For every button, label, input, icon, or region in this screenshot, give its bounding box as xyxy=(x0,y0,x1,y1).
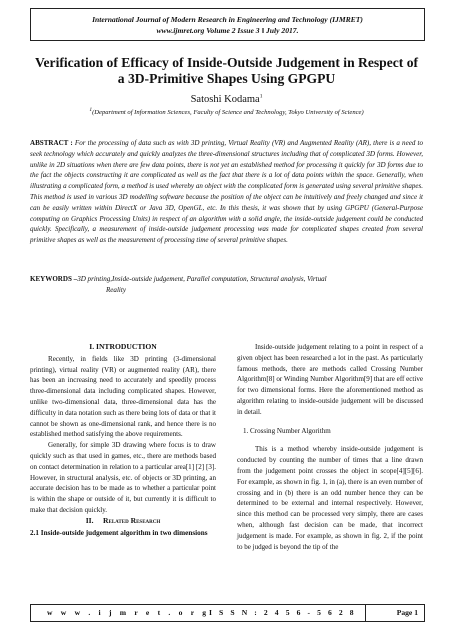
spacer xyxy=(237,418,423,426)
section-related-research-number: II. xyxy=(85,515,94,525)
related-paragraph-1: Inside-outside judgement relating to a point in respect of a given object has been researched a lot in the past. As particularly famous methods, there are methods called Crossing Number Algorithm[8] or Winding Number Algorithm[9] that are eff ective for two dimensional forms. Here the aforementioned method as algorithm relating to inside-outside judgement will be discussed in detail. xyxy=(237,343,423,416)
journal-header xyxy=(30,8,425,41)
affiliation-text: (Department of Information Sciences, Faculty of Science and Technology, Tokyo University of Science) xyxy=(92,109,364,116)
author xyxy=(0,94,453,106)
paper-title xyxy=(34,55,419,87)
abstract-text: For the processing of data such as with 3D printing, Virtual Reality (VR) and Augmented Reality (AR), there is a need to seek technology which accurately and quickly analyzes the three-dimensional structures including that of complicated 3D forms. However, unlike in 2D situations when there are few data points, there is not yet an established method for processing it quickly for 3D forms due to the fact the objects constructing it are complicated as well as the fact that there is a lot of data points within the space. Generally, when illustrating a complicated form, a method is used whereby an object with the complicated form is generated using several primitive shapes. This method is used in various 3D modelling software because the position of the object can be intuitively and freely changed and since it can be easily written within DirectX or Java 3D, OpenGL, etc. In this thesis, it was shown that by using GPGPU (General-Purpose computing on Graphics Processing Units) in respect of an algorithm with a solid angle, the inside-outside judgement could be conducted quickly. Specifically, a measurement of inside-outside judgement processing was made for complicated shapes created from several primitive shapes as well as the measurement of processing time of several primitive shapes. xyxy=(30,139,423,245)
journal-name: International Journal of Modern Research in Engineering and Technology (IJMRET) xyxy=(92,15,363,24)
section-related-research-heading xyxy=(30,516,216,527)
abstract xyxy=(30,138,423,246)
section-related-research-title: Related Research xyxy=(103,515,161,525)
keywords-label: KEYWORDS – xyxy=(30,275,78,283)
paper-title-line1: Verification of Efficacy of Inside-Outside Judgement in Respect of xyxy=(34,55,419,70)
left-column xyxy=(30,342,216,538)
keywords-text: 3D printing,Inside-outside judgement, Parallel computation, Structural analysis, Virtual xyxy=(77,275,327,283)
right-column xyxy=(237,342,423,552)
author-sup: 1 xyxy=(259,93,263,100)
intro-paragraph-1: Recently, in fields like 3D printing (3-dimensional printing), virtual reality (VR) or augmented reality (AR), there has been an increasing need to accurately and speedily process three-dimensional data including complicated shapes. However, unlike two-dimensional data, three-dimensional data has the difficulty in data notation such as there being lots of data or that it cannot be shown as one-dimensional rank, and hence there is no established method satisfying the above requirements. xyxy=(30,354,216,439)
crossing-number-paragraph: This is a method whereby inside-outside judgement is conducted by counting the number of times that a line drawn from the judgement point crosses the object in scope[4][5][6]. For example, as shown in fig. 1, in (a), there is an even number of crossing and in (b) there is an odd number hence they can be determined to be external and internal respectively. However, since this method can be processed very simply, there are cases when, although fast decision can be made, that incorrect judgement is made. For example, as shown in fig. 2, if the point to be judged is beyond the tip of the xyxy=(237,445,423,551)
footer-url: w w w . i j m r e t . o r g xyxy=(47,608,210,617)
subsection-2-1-heading: 2.1 Inside-outside judgement algorithm in two dimensions xyxy=(30,528,208,537)
page-footer xyxy=(30,604,425,622)
abstract-label: ABSTRACT : xyxy=(30,139,73,147)
affiliation-sup: 1 xyxy=(89,106,93,113)
footer-page-number: Page 1 xyxy=(396,608,418,617)
affiliation xyxy=(20,108,433,117)
spacer xyxy=(237,436,423,444)
crossing-number-item: 1. Crossing Number Algorithm xyxy=(243,426,331,435)
footer-issn: I S S N : 2 4 5 6 - 5 6 2 8 xyxy=(209,608,357,617)
journal-issue: www.ijmret.org Volume 2 Issue 3 ǁ July 2017. xyxy=(156,26,299,35)
intro-paragraph-2: Generally, for simple 3D drawing where focus is to draw quickly such as that used in games, etc., there are methods based on contact determination in relation to a particular area[1] [2] [3]. However, in structural analysis, etc. of objects or 3D printing, an accurate decision has to be made as to whether a particular point is within the shape or outside of it, but currently it is difficult to make that decision quickly. xyxy=(30,441,216,514)
section-introduction-heading: I. INTRODUCTION xyxy=(89,342,157,351)
keywords xyxy=(30,274,423,296)
author-name: Satoshi Kodama xyxy=(190,94,260,105)
keywords-text-continued: Reality xyxy=(106,285,126,294)
footer-divider xyxy=(365,605,366,621)
paper-title-line2: a 3D-Primitive Shapes Using GPGPU xyxy=(117,71,336,86)
